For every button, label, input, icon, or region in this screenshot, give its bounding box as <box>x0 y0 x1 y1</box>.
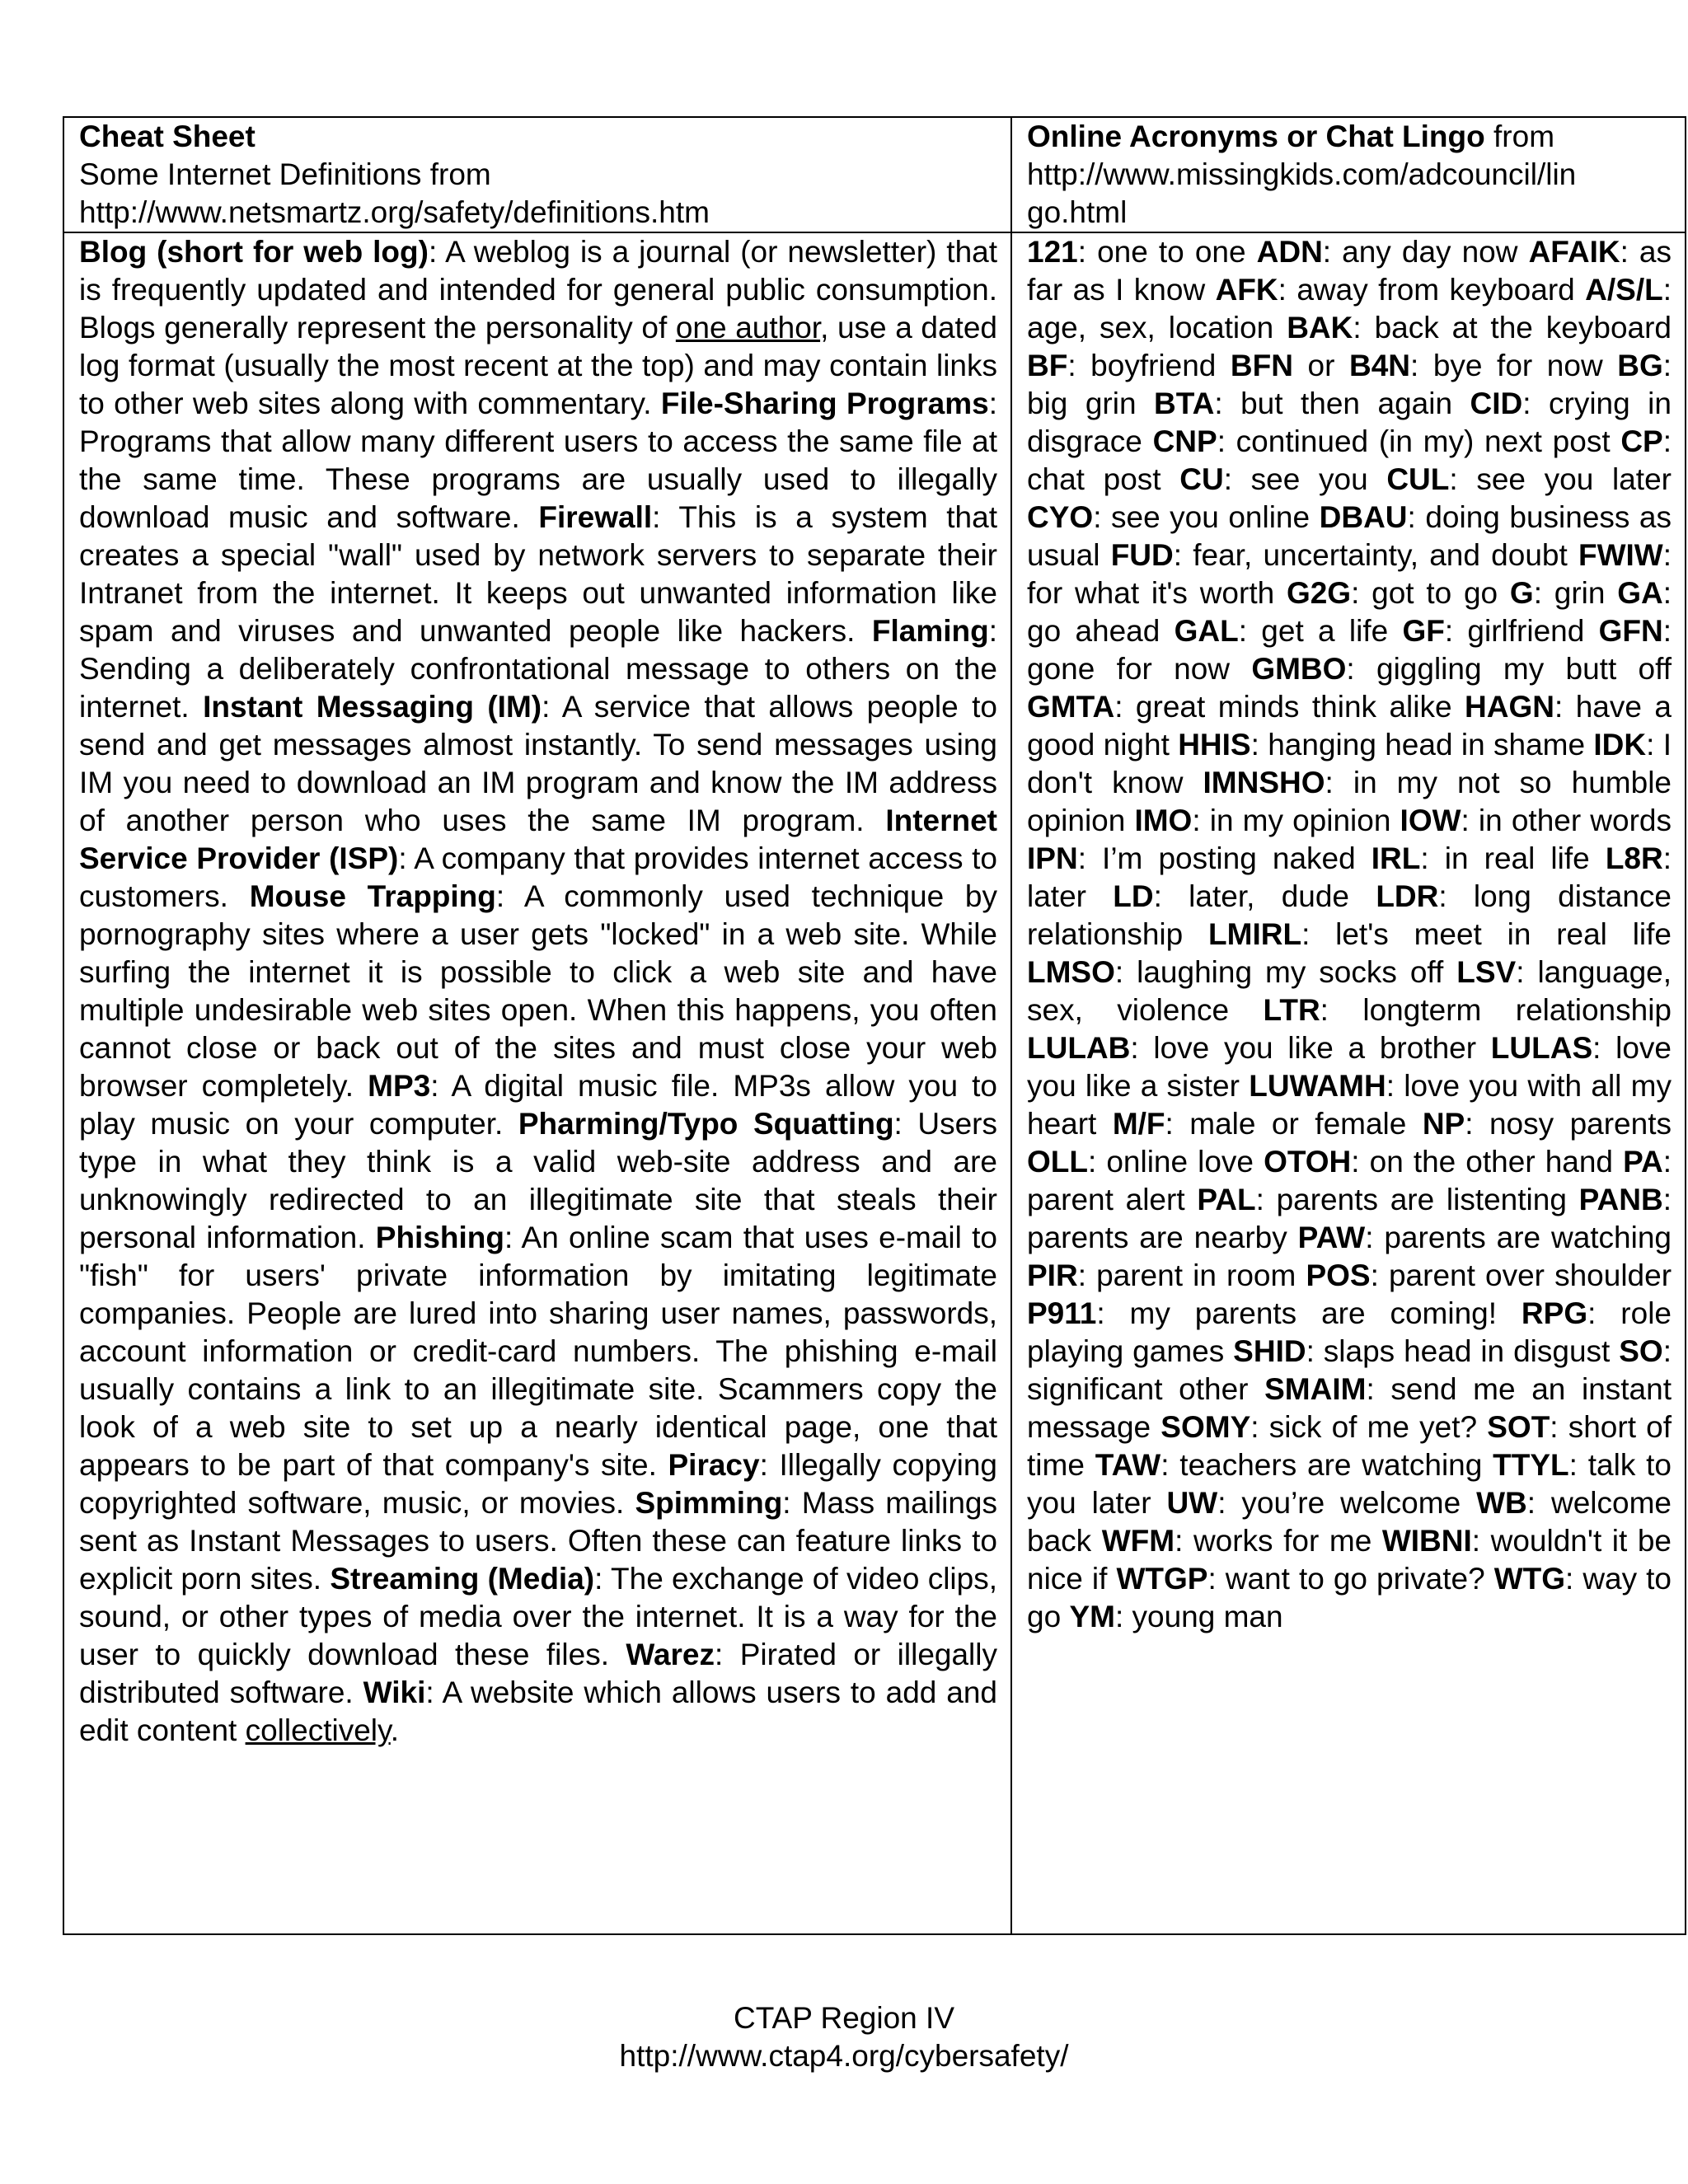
acronym-entry-term: IMO <box>1134 804 1193 837</box>
acronym-entry <box>1179 462 1386 496</box>
acronym-entry-text: : great minds think alike <box>1114 690 1465 724</box>
acronym-entry-term: CUL <box>1386 462 1450 496</box>
acronym-entry-text: : one to one <box>1077 235 1257 269</box>
acronym-entry-text: : continued (in my) next post <box>1217 424 1621 458</box>
acronym-entry-text: : parents are watching <box>1365 1221 1672 1254</box>
definition-entry-text: : An online scam that uses e-mail to "fish" for users' private information by imitating legitimate companies. People are lured into sharing user names, passwords, account information or credit-card numbers. The phishing e-mail usually contains a link to an illegitimate site. Scammers copy the look of a web site to set up a nearly identical page, one that appears to be part of that company's site. <box>79 1221 997 1482</box>
acronyms-cell <box>1011 232 1686 1934</box>
acronym-entry <box>1069 1600 1282 1633</box>
acronym-entry-term: AFAIK <box>1528 235 1620 269</box>
definition-entry-text: . <box>390 1713 400 1747</box>
acronym-entry-term: LUWAMH <box>1249 1069 1386 1103</box>
acronym-entry-term: SOT <box>1487 1410 1550 1444</box>
acronym-entry-term: LTR <box>1263 993 1320 1027</box>
acronym-entry-text: : works for me <box>1175 1524 1382 1558</box>
definition-entry-term: Piracy <box>668 1448 760 1482</box>
acronym-entry <box>1027 349 1231 382</box>
definition-entry <box>79 1221 997 1482</box>
definition-entry-text: , use a dated log format (usually the most recent at the top) and may contain links to other web sites along with commentary. <box>79 311 997 420</box>
acronym-entry-term: ADN <box>1256 235 1323 269</box>
acronym-entry-text: : slaps head in disgust <box>1306 1334 1620 1368</box>
acronym-entry-text: : male or female <box>1165 1107 1423 1141</box>
definition-entry-term: Blog (short for web log) <box>79 235 429 269</box>
acronym-entry <box>1027 500 1320 534</box>
definition-entry-term: File-Sharing Programs <box>660 387 989 420</box>
acronym-entry-term: LMSO <box>1027 955 1115 989</box>
acronym-entry-term: L8R <box>1605 841 1663 875</box>
acronym-entry-term: TAW <box>1095 1448 1161 1482</box>
acronym-entry-text: : my parents are coming! <box>1096 1296 1522 1330</box>
acronym-entry <box>1111 538 1578 572</box>
acronym-entry <box>1386 462 1672 496</box>
acronym-entry-text: : away from keyboard <box>1278 273 1586 307</box>
acronym-entry-term: CID <box>1470 387 1523 420</box>
definition-entry-text: : Illegally copying copyrighted software, music, or movies. <box>79 1448 998 1520</box>
definition-entry-term: Firewall <box>538 500 653 534</box>
acronym-entry <box>1175 614 1403 648</box>
acronym-entry-text: : short of time <box>1027 1410 1672 1482</box>
acronym-entry <box>1113 1107 1423 1141</box>
acronym-entry-text: : wouldn't it be nice if <box>1027 1524 1672 1596</box>
acronym-entry-term: SHID <box>1233 1334 1306 1368</box>
acronym-entry-term: WTGP <box>1116 1562 1208 1596</box>
acronym-entry-term: BG <box>1617 349 1663 382</box>
acronym-entry <box>1287 576 1510 610</box>
header-row <box>63 117 1686 232</box>
acronym-entry-term: 121 <box>1027 235 1078 269</box>
definition-entry <box>79 690 997 837</box>
definition-entry-term: Instant Messaging (IM) <box>203 690 542 724</box>
acronym-entry <box>1134 804 1400 837</box>
acronym-entry-text: : love you with all my heart <box>1027 1069 1672 1141</box>
acronym-entry-term: SO <box>1619 1334 1663 1368</box>
acronym-entry <box>1095 1448 1493 1482</box>
footer-url: http://www.ctap4.org/cybersafety/ <box>619 2039 1069 2073</box>
acronym-entry-term: OLL <box>1027 1145 1088 1179</box>
acronym-entry <box>1400 804 1672 837</box>
definition-entry-text: : The exchange of video clips, sound, or other types of media over the internet. It is a way for the user to quickly download these files. <box>79 1562 997 1671</box>
acronym-entry-term: UW <box>1166 1486 1218 1520</box>
acronyms-title: Online Acronyms or Chat Lingo <box>1027 120 1485 153</box>
acronym-entry <box>1423 1107 1672 1141</box>
footer-org-name: CTAP Region IV <box>733 2001 955 2035</box>
definition-entry-term: Warez <box>626 1638 715 1671</box>
acronym-entry <box>1116 1562 1493 1596</box>
acronym-entry-text: : boyfriend <box>1067 349 1231 382</box>
acronym-entry-text: : gone for now <box>1027 614 1672 686</box>
acronym-entry-term: HHIS <box>1178 728 1251 762</box>
acronym-entry-term: IDK <box>1593 728 1647 762</box>
definition-entry-text: : Mass mailings sent as Instant Messages to users. Often these can feature links to explicit porn sites. <box>79 1486 997 1596</box>
acronyms-header-cell <box>1011 117 1686 232</box>
definition-entry-text: : This is a system that creates a special "wall" used by network servers to separate their Intranet from the internet. It keeps out unwanted information like spam and viruses and unwanted people like hackers. <box>79 500 997 648</box>
acronym-entry <box>1027 1145 1264 1179</box>
acronym-entry <box>1154 387 1470 420</box>
acronym-entry-text: : welcome back <box>1027 1486 1672 1558</box>
acronym-entry-text: : in other words <box>1461 804 1672 837</box>
acronym-entry <box>1349 349 1617 382</box>
acronym-entry-text: : in my not so humble opinion <box>1027 766 1672 837</box>
acronym-entry <box>1178 728 1593 762</box>
definition-entry-text: : A website which allows users to add and edit content <box>79 1675 997 1747</box>
acronyms-source-url-line2: go.html <box>1027 195 1128 229</box>
acronyms-title-line <box>1027 118 1672 156</box>
acronym-entry-text: : love you like a brother <box>1130 1031 1491 1065</box>
acronym-entry-term: IMNSHO <box>1203 766 1325 799</box>
acronym-entry-term: WFM <box>1101 1524 1175 1558</box>
acronym-entry-text: : see you online <box>1093 500 1320 534</box>
acronym-entry <box>1153 424 1621 458</box>
acronym-entry-term: FWIW <box>1578 538 1663 572</box>
acronym-entry <box>1027 1258 1306 1292</box>
acronym-entry-term: POS <box>1306 1258 1371 1292</box>
acronym-entry <box>1257 235 1529 269</box>
acronym-entry-text: : later <box>1027 841 1672 913</box>
acronym-entry-term: PIR <box>1027 1258 1078 1292</box>
acronym-entry-text: : girlfriend <box>1444 614 1599 648</box>
acronym-entry-term: PAL <box>1197 1183 1256 1216</box>
acronym-entry-term: GF <box>1402 614 1445 648</box>
acronym-entry <box>1160 1410 1487 1444</box>
acronym-entry-term: GMTA <box>1027 690 1115 724</box>
acronyms-title-suffix: from <box>1484 120 1555 153</box>
acronym-entry-text: : see you <box>1223 462 1387 496</box>
acronyms-source-url-line1: http://www.missingkids.com/adcouncil/lin <box>1027 157 1577 191</box>
acronym-entry-term: G2G <box>1286 576 1352 610</box>
definition-entry-text: : Pirated or illegally distributed software. <box>79 1638 997 1709</box>
acronym-entry-term: P911 <box>1027 1296 1097 1330</box>
acronym-entry-text: : in my opinion <box>1192 804 1400 837</box>
definitions-cell <box>63 232 1011 1934</box>
acronym-entry <box>1510 576 1617 610</box>
acronym-entry <box>1402 614 1598 648</box>
acronym-entry-term: BF <box>1027 349 1068 382</box>
acronym-entry-term: IOW <box>1400 804 1461 837</box>
acronym-entry <box>1263 993 1672 1027</box>
definition-entry-text: : A weblog is a journal (or newsletter) that is frequently updated and intended for general public consumption. Blogs generally represent the personality of <box>79 235 998 344</box>
cheat-sheet-table <box>63 116 1686 1935</box>
acronym-entry <box>1027 955 1456 989</box>
definition-entry-text: : Users type in what they think is a valid web-site address and are unknowingly redirected to an illegitimate site that steals their personal information. <box>79 1107 997 1254</box>
acronym-entry-term: NP <box>1422 1107 1465 1141</box>
acronym-entry-term: GFN <box>1598 614 1663 648</box>
acronym-entry-text: : for what it's worth <box>1027 538 1672 610</box>
acronym-entry-term: SMAIM <box>1264 1372 1367 1406</box>
acronym-entry <box>1298 1221 1672 1254</box>
acronym-entry-term: WIBNI <box>1381 1524 1472 1558</box>
definition-entry-term: Streaming (Media) <box>330 1562 595 1596</box>
acronym-entry-term: LULAS <box>1490 1031 1593 1065</box>
acronym-entry-text: : hanging head in shame <box>1250 728 1594 762</box>
acronym-entry-text: : as far as I know <box>1027 235 1672 307</box>
definition-entry-text: : A commonly used technique by pornography sites where a user gets "locked" in a web site. While surfing the internet it is possible to click a web site and have multiple undesirable web sites open. When this happens, you often cannot close or back out of the sites and must close your web browser completely. <box>79 879 997 1103</box>
definition-entry-text: : A company that provides internet access to customers. <box>79 841 997 913</box>
definition-entry-underlined-text: one author <box>675 311 821 344</box>
acronym-entry-text: : have a good night <box>1027 690 1672 762</box>
acronym-entry-text: : giggling my butt off <box>1346 652 1672 686</box>
acronym-entry-text: : language, sex, violence <box>1027 955 1672 1027</box>
definitions-header-cell <box>63 117 1011 232</box>
acronym-entry <box>1027 1031 1491 1065</box>
acronym-entry-text: : doing business as usual <box>1027 500 1672 572</box>
acronym-entry-term: DBAU <box>1319 500 1408 534</box>
acronym-entry-text: : parents are listenting <box>1255 1183 1579 1216</box>
acronym-entry-text: : but then again <box>1214 387 1470 420</box>
acronym-entry-text: : got to go <box>1351 576 1510 610</box>
definition-entry-term: Spimming <box>635 1486 783 1520</box>
acronym-entry-text: : go ahead <box>1027 576 1672 648</box>
acronym-entry-text: : sick of me yet? <box>1250 1410 1488 1444</box>
acronym-entry-term: WB <box>1476 1486 1527 1520</box>
acronym-entry <box>1264 1145 1623 1179</box>
acronym-entry-text: : see you later <box>1449 462 1672 496</box>
definition-entry-term: Mouse Trapping <box>249 879 496 913</box>
acronym-entry <box>1113 879 1376 913</box>
acronym-entry-term: GA <box>1617 576 1663 610</box>
acronym-entry-term: M/F <box>1112 1107 1165 1141</box>
acronym-entry-text: : significant other <box>1027 1334 1672 1406</box>
acronym-entry-text: : parent alert <box>1027 1145 1672 1216</box>
definition-entry-term: Wiki <box>363 1675 426 1709</box>
acronym-entry <box>1287 311 1672 344</box>
acronym-entry-text: : I don't know <box>1027 728 1672 799</box>
acronym-entry-term: LSV <box>1456 955 1517 989</box>
acronym-entry-term: RPG <box>1521 1296 1588 1330</box>
acronym-entry <box>1231 349 1349 382</box>
acronym-entry-term: G <box>1509 576 1534 610</box>
acronym-entry-term: SOMY <box>1160 1410 1251 1444</box>
acronym-entry-term: BFN <box>1230 349 1293 382</box>
acronym-entry-text: : online love <box>1087 1145 1264 1179</box>
definition-entry-text: : A service that allows people to send and get messages almost instantly. To send messages using IM you need to download an IM program and know the IM address of another person who uses the same IM program. <box>79 690 997 837</box>
acronym-entry-text: : send me an instant message <box>1027 1372 1672 1444</box>
acronym-entry-text: : chat post <box>1027 424 1672 496</box>
definition-entry-term: Phishing <box>375 1221 505 1254</box>
acronym-entry-term: IRL <box>1371 841 1421 875</box>
acronym-entry-text: : longterm relationship <box>1320 993 1672 1027</box>
acronym-entry-term: CYO <box>1027 500 1094 534</box>
definition-entry-term: MP3 <box>368 1069 431 1103</box>
definition-entry-term: Internet Service Provider (ISP) <box>79 804 997 875</box>
acronym-entry <box>1251 652 1672 686</box>
acronym-entry-text: : parent in room <box>1077 1258 1306 1292</box>
acronym-entry-text: : role playing games <box>1027 1296 1672 1368</box>
acronym-entry <box>1027 841 1372 875</box>
acronym-entry-text: : you’re welcome <box>1217 1486 1477 1520</box>
acronym-entry-text: : young man <box>1114 1600 1283 1633</box>
acronym-entry-term: TTYL <box>1493 1448 1569 1482</box>
acronym-entry-text: : nosy parents <box>1465 1107 1672 1141</box>
acronym-entry-term: YM <box>1069 1600 1115 1633</box>
acronym-entry-text: : talk to you later <box>1027 1448 1672 1520</box>
acronym-entry-term: CP <box>1620 424 1663 458</box>
acronym-entry-term: WTG <box>1493 1562 1565 1596</box>
acronym-entry-term: CNP <box>1152 424 1217 458</box>
definition-entry-text: : A digital music file. MP3s allow you to play music on your computer. <box>79 1069 997 1141</box>
acronym-entry-text: : parent over shoulder <box>1370 1258 1672 1292</box>
acronym-entry-term: CU <box>1179 462 1224 496</box>
acronym-entry-term: FUD <box>1110 538 1174 572</box>
acronym-entry-text: : laughing my socks off <box>1114 955 1457 989</box>
acronym-entry-term: BAK <box>1287 311 1353 344</box>
acronym-entry <box>1027 235 1257 269</box>
acronym-entry-term: B4N <box>1348 349 1411 382</box>
definition-entry-term: Pharming/Typo Squatting <box>518 1107 894 1141</box>
definitions-subtitle: Some Internet Definitions from <box>79 157 491 191</box>
acronym-entry <box>1027 1296 1522 1330</box>
definition-entry-text: : Sending a deliberately confrontational message to others on the internet. <box>79 614 997 724</box>
acronym-entry-text: : long distance relationship <box>1027 879 1672 951</box>
acronym-entry-text: : any day now <box>1322 235 1529 269</box>
acronym-entry-text: : want to go private? <box>1207 1562 1494 1596</box>
definition-entry-underlined-text: collectively <box>245 1713 391 1747</box>
acronym-entry-text: : bye for now <box>1410 349 1618 382</box>
acronym-entry-term: A/S/L <box>1585 273 1663 307</box>
acronym-entry-text: : big grin <box>1027 349 1672 420</box>
acronym-entry-term: HAGN <box>1465 690 1554 724</box>
page-footer <box>0 1999 1688 2075</box>
acronym-entry-term: PA <box>1623 1145 1663 1179</box>
acronym-entry-text: : back at the keyboard <box>1353 311 1672 344</box>
acronym-entry-text: or <box>1292 349 1349 382</box>
acronym-entry-text: : way to go <box>1027 1562 1672 1633</box>
acronym-entry <box>1233 1334 1619 1368</box>
acronym-entry-text: : crying in disgrace <box>1027 387 1672 458</box>
acronym-entry-term: PANB <box>1578 1183 1663 1216</box>
content-row <box>63 232 1686 1934</box>
acronym-entry <box>1167 1486 1477 1520</box>
acronym-entry <box>1027 690 1465 724</box>
definition-entry-text: : Programs that allow many different users to access the same file at the same time. These programs are usually used to illegally download music and software. <box>79 387 997 534</box>
acronym-entry-term: LD <box>1113 879 1154 913</box>
acronym-entry-text: : age, sex, location <box>1027 273 1672 344</box>
acronym-entry-term: OTOH <box>1264 1145 1352 1179</box>
acronym-entry-term: PAW <box>1297 1221 1366 1254</box>
acronym-entry-term: LMIRL <box>1208 917 1302 951</box>
cheat-sheet-title: Cheat Sheet <box>79 120 256 153</box>
acronym-entry <box>1208 917 1672 951</box>
acronym-entry-text: : let's meet in real life <box>1301 917 1672 951</box>
definitions-source-url: http://www.netsmartz.org/safety/definitions.htm <box>79 195 710 229</box>
acronym-entry-term: LDR <box>1376 879 1439 913</box>
acronym-entry-term: GMBO <box>1251 652 1347 686</box>
definition-entry-term: Flaming <box>871 614 989 648</box>
acronym-entry-term: AFK <box>1215 273 1278 307</box>
acronym-entry <box>1216 273 1586 307</box>
acronym-entry-text: : teachers are watching <box>1160 1448 1493 1482</box>
acronym-entry-text: : grin <box>1533 576 1618 610</box>
acronym-entry-term: IPN <box>1027 841 1078 875</box>
acronym-entry-text: : parents are nearby <box>1027 1183 1672 1254</box>
acronym-entry-term: GAL <box>1174 614 1239 648</box>
acronym-entry <box>1197 1183 1578 1216</box>
acronym-entry-text: : in real life <box>1420 841 1606 875</box>
acronym-entry-text: : later, dude <box>1153 879 1376 913</box>
acronym-entry-term: LULAB <box>1027 1031 1131 1065</box>
acronym-entry <box>1306 1258 1672 1292</box>
acronym-entry-text: : I’m posting naked <box>1077 841 1372 875</box>
acronym-entry-term: BTA <box>1154 387 1215 420</box>
acronym-entry-text: : love you like a sister <box>1027 1031 1672 1103</box>
acronym-entry <box>1372 841 1606 875</box>
acronym-entry-text: : get a life <box>1238 614 1403 648</box>
acronym-entry-text: : fear, uncertainty, and doubt <box>1173 538 1578 572</box>
acronym-entry-text: : on the other hand <box>1351 1145 1624 1179</box>
acronym-entry <box>1102 1524 1382 1558</box>
